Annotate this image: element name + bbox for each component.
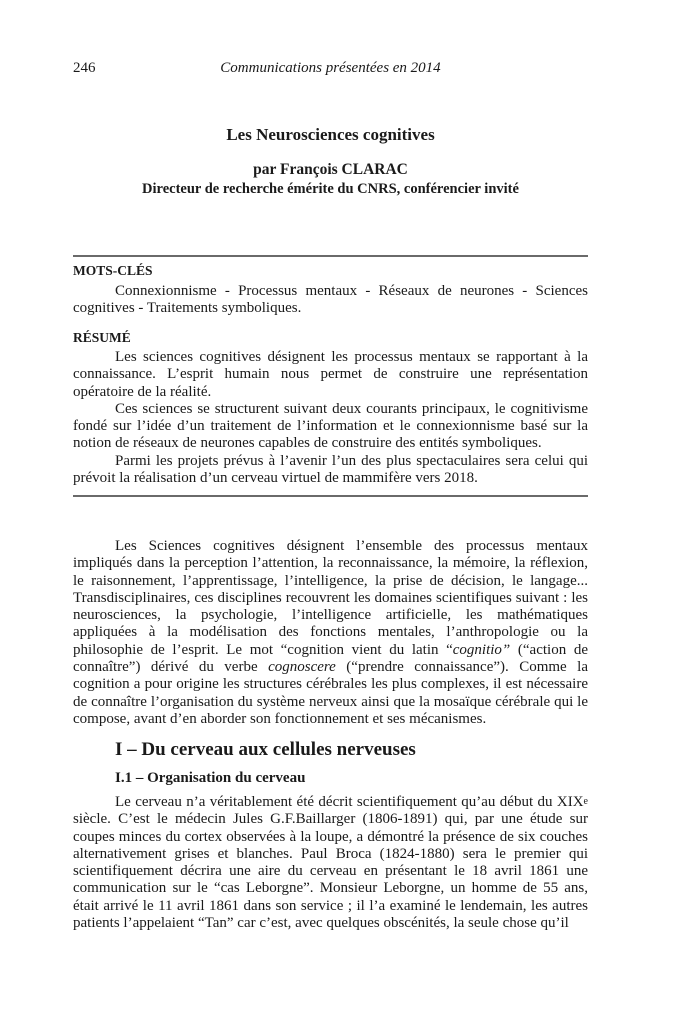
keywords-block <box>73 283 588 318</box>
abstract-paragraph: Ces sciences se structurent suivant deux courants principaux, le cognitivisme fondé sur l’idée d’un traitement de l’information et le connexionnisme basé sur la notion de réseaux de neurones capables de construire des entités symboliques. <box>73 400 588 452</box>
article-title: Les Neurosciences cognitives <box>226 125 435 144</box>
intro-text: (“prendre connaissance”). Comme la cognition a pour origine les structures cérébrales les plus complexes, il est nécessaire de connaître l’organisation du système nerveux ainsi que la mosaïque cérébrale qui le compose, avant d’en aborder son fonctionnement et ses mécanismes. <box>73 659 588 727</box>
abstract-block <box>73 349 588 487</box>
section-text: siècle. C’est le médecin Jules G.F.Baillarger (1806-1891) qui, par une étude sur coupes minces du cortex observées à la loupe, a démontré la présence de six couches alternativement grises et blanches. Paul Broca (1824-1880) sera le premier qui scientifiquement décrira une aire du cerveau en présentant le 18 avril 1861 une communication sur le “cas Leborgne”. Monsieur Leborgne, un homme de 55 ans, était arrivé le 11 avril 1861 dans son service ; il l’a examiné le lendemain, les autres patients l’appelaient “Tan” car c’est, avec quelques obscénités, la seule chose qu’il <box>73 811 588 932</box>
abstract-label: RÉSUMÉ <box>73 330 131 345</box>
subsection-heading: I.1 – Organisation du cerveau <box>115 770 306 786</box>
abstract-paragraph: Les sciences cognitives désignent les processus mentaux se rapportant à la connaissance. L’esprit humain nous permet de construire une représentation opératoire de la réalité. <box>73 349 588 400</box>
abstract-paragraph: Parmi les projets prévus à l’avenir l’un des plus spectaculaires sera celui qui prévoit la réalisation d’un cerveau virtuel de mammifère vers 2018. <box>73 452 588 487</box>
author-affiliation: Directeur de recherche émérite du CNRS, conférencier invité <box>142 181 519 197</box>
section-heading: I – Du cerveau aux cellules nerveuses <box>115 739 416 760</box>
top-divider-rule <box>73 255 588 257</box>
intro-paragraph <box>73 538 588 728</box>
bottom-divider-rule <box>73 495 588 497</box>
intro-block <box>73 538 588 728</box>
page-number: 246 <box>73 60 96 76</box>
latin-term-cognoscere: cognoscere <box>268 659 336 676</box>
running-header <box>73 60 588 80</box>
latin-term-cognitio: cognitio” <box>452 641 511 658</box>
intro-text: (“action de connaître”) dérivé du verbe <box>73 641 588 676</box>
section-paragraph <box>73 794 588 932</box>
section-text: Le cerveau n’a véritablement été décrit scientifiquement qu’au début du XIX <box>115 794 584 810</box>
keywords-text: Connexionnisme - Processus mentaux - Réseaux de neurones - Sciences cognitives - Traitements symboliques. <box>73 283 588 317</box>
article-author: par François CLARAC <box>253 161 408 178</box>
running-title: Communications présentées en 2014 <box>220 60 441 76</box>
century-superscript: e <box>583 796 588 807</box>
keywords-label: MOTS-CLÉS <box>73 263 153 278</box>
section-body <box>73 794 588 932</box>
intro-text: Les Sciences cognitives désignent l’ensemble des processus mentaux impliqués dans la perception l’attention, la reconnaissance, la mémoire, la réflexion, le raisonnement, l’apprentissage, l’intelligence, la prise de décision, le langage... Transdisciplinaires, ces disciplines recouvrent les domaines scientifiques suivant : les neurosciences, la psychologie, l’intelligence artificielle, les mathématiques appliquées à la modélisation des fonctions mentales, l’anthropologie ou la philosophie de l’esprit. Le mot “cognition vient du latin “ <box>73 538 588 658</box>
